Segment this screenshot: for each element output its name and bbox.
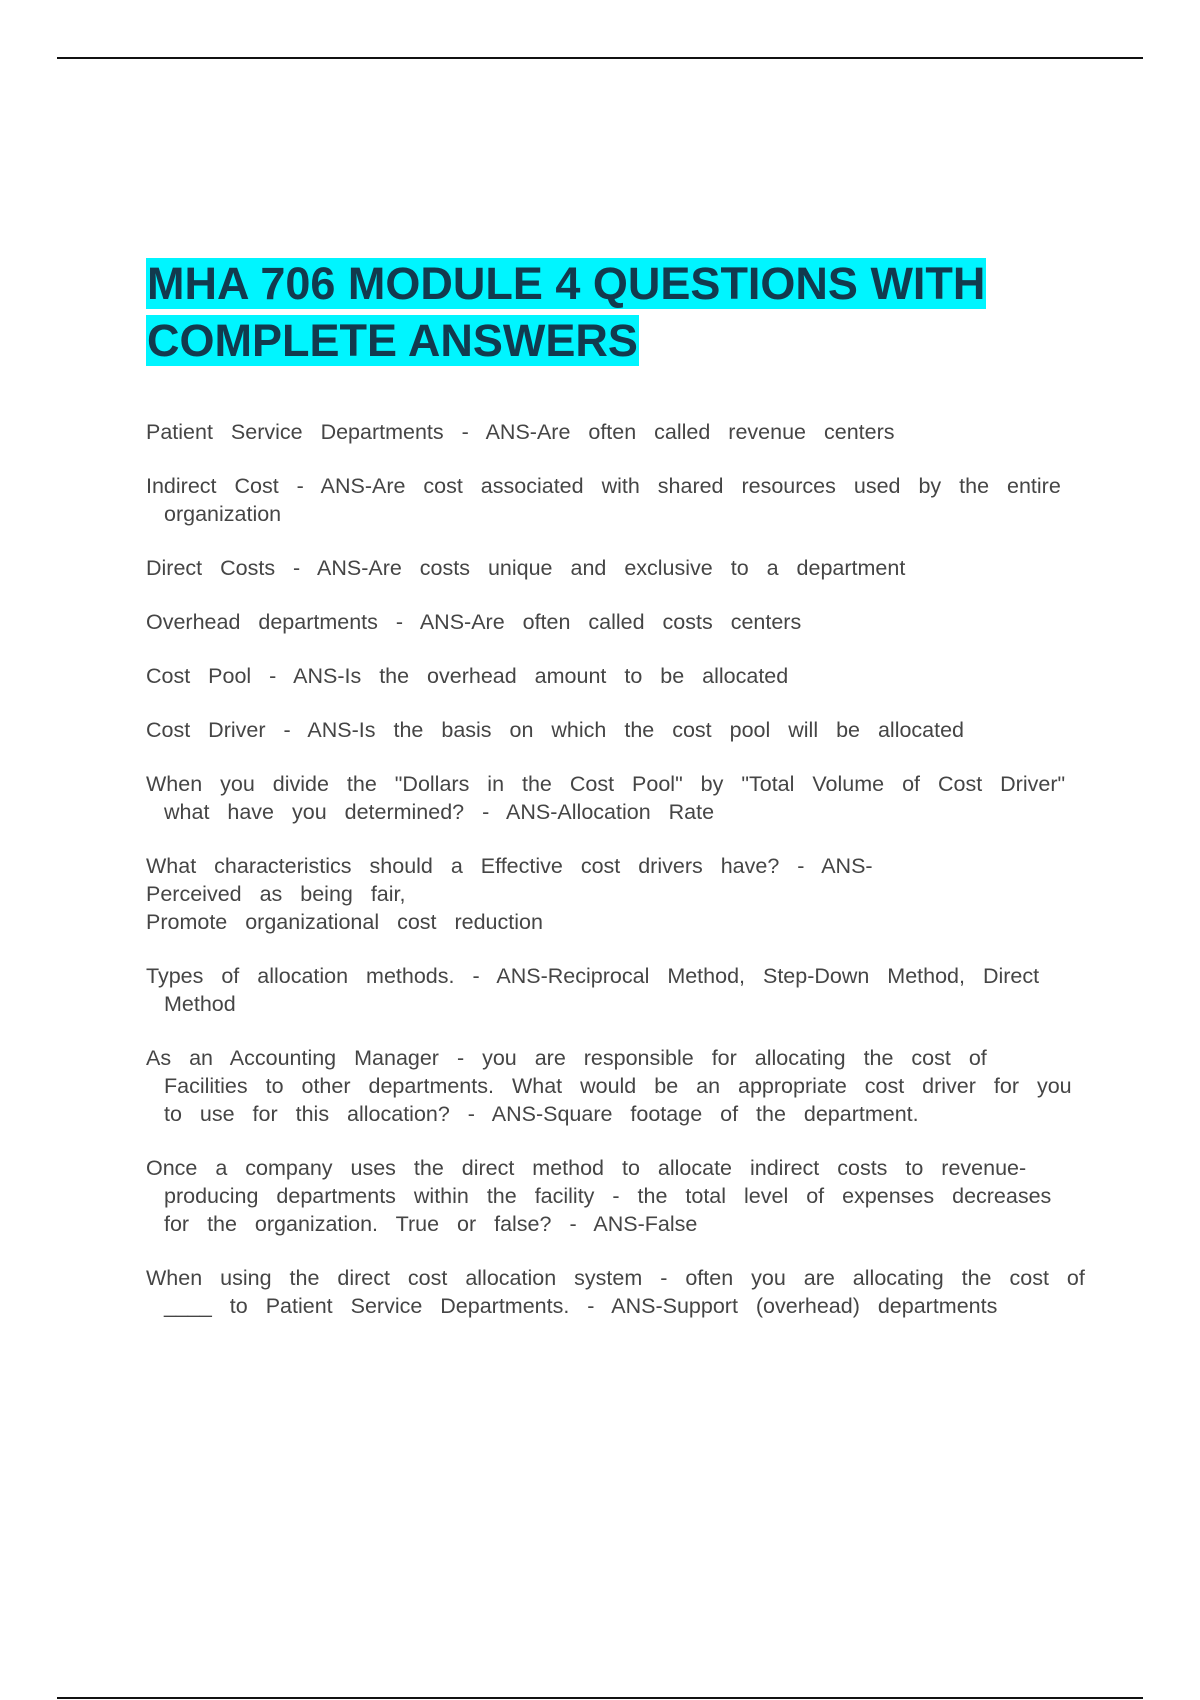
qa-list xyxy=(146,418,1086,1320)
qa-item-direct-costs: Direct Costs - ANS-Are costs unique and exclusive to a department xyxy=(146,556,906,580)
qa-item-allocation-methods: Types of allocation methods. - ANS-Reciprocal Method, Step-Down Method, Direct Method xyxy=(146,964,1040,1016)
qa-item-allocation-rate: When you divide the "Dollars in the Cost Pool" by "Total Volume of Cost Driver" what have you determined? - ANS-Allocation Rate xyxy=(146,772,1066,824)
qa-item-effective-cost-drivers-line-3: Promote organizational cost reduction xyxy=(146,910,543,934)
qa-item-direct-method-true-false: Once a company uses the direct method to allocate indirect costs to revenue-producing departments within the facility - the total level of expenses decreases for the organization. True or false? - ANS-False xyxy=(146,1156,1052,1236)
qa-item-direct-cost-allocation-system: When using the direct cost allocation system - often you are allocating the cost of ____ to Patient Service Departments. - ANS-Support (overhead) departments xyxy=(146,1266,1085,1318)
qa-item-overhead-departments: Overhead departments - ANS-Are often called costs centers xyxy=(146,610,802,634)
qa-item-cost-pool: Cost Pool - ANS-Is the overhead amount to be allocated xyxy=(146,664,789,688)
bottom-rule xyxy=(57,1697,1143,1699)
document-title xyxy=(146,255,1086,369)
qa-item-patient-service-departments: Patient Service Departments - ANS-Are often called revenue centers xyxy=(146,420,895,444)
qa-item-indirect-cost: Indirect Cost - ANS-Are cost associated with shared resources used by the entire organization xyxy=(146,474,1061,526)
document-body xyxy=(146,255,1086,1346)
title-line-2: COMPLETE ANSWERS xyxy=(147,315,638,366)
qa-item-effective-cost-drivers-line-2: Perceived as being fair, xyxy=(146,882,406,906)
qa-item-effective-cost-drivers-line-1: What characteristics should a Effective cost drivers have? - ANS- xyxy=(146,854,873,878)
qa-item-cost-driver: Cost Driver - ANS-Is the basis on which the cost pool will be allocated xyxy=(146,718,965,742)
qa-item-accounting-manager: As an Accounting Manager - you are responsible for allocating the cost of Facilities to other departments. What would be an appropriate cost driver for you to use for this allocation? - ANS-Square footage of the department. xyxy=(146,1046,1072,1126)
title-line-1: MHA 706 MODULE 4 QUESTIONS WITH xyxy=(147,258,986,309)
qa-item-effective-cost-drivers xyxy=(146,852,1086,936)
top-rule xyxy=(57,57,1143,59)
